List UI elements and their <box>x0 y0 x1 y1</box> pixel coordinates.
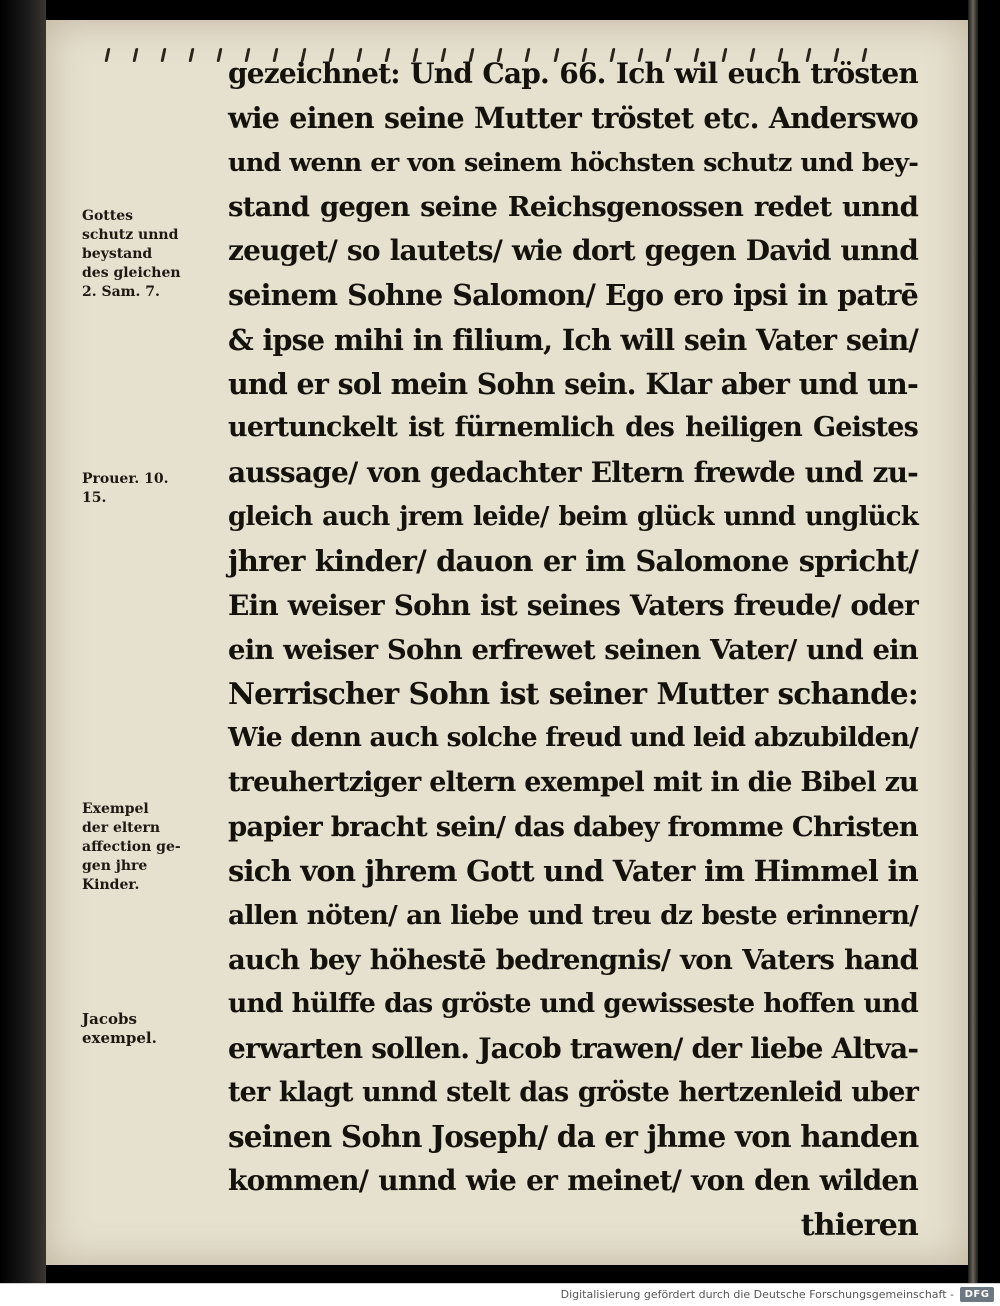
text-line: ter klagt unnd stelt das gröste hertzenleid uber <box>228 1076 918 1108</box>
margin-note-line: Prouer. 10. <box>82 471 169 487</box>
text-line: gezeichnet: Und Cap. 66. Ich wil euch trösten <box>228 57 918 90</box>
margin-note-line: affection ge- <box>82 839 181 855</box>
edge-mark <box>189 48 195 62</box>
edge-mark <box>105 48 111 62</box>
text-line: Ein weiser Sohn ist seines Vaters freude/ oder <box>228 588 918 622</box>
margin-note-line: der eltern <box>82 820 161 836</box>
book-binding-edge <box>0 0 46 1283</box>
dfg-logo: DFG <box>960 1287 994 1302</box>
edge-mark <box>133 48 139 62</box>
text-line: erwarten sollen. Jacob trawen/ der liebe Altva- <box>228 1031 919 1065</box>
margin-note-proverbs <box>82 470 169 508</box>
margin-note-line: Jacobs <box>82 1010 137 1028</box>
edge-mark <box>161 48 167 62</box>
text-line: uertunckelt ist fürnemlich des heiligen Geistes <box>228 412 918 444</box>
text-line: seinen Sohn Joseph/ da er jhme von handen <box>228 1119 919 1155</box>
text-line: ein weiser Sohn erfrewet seinen Vater/ und ein <box>228 633 918 666</box>
margin-note-line: Kinder. <box>82 877 140 893</box>
text-line: sich von jhrem Gott und Vater im Himmel in <box>228 854 918 889</box>
text-line: zeuget/ so lautets/ wie dort gegen David unnd <box>228 234 918 268</box>
text-line: wie einen seine Mutter tröstet etc. Anderswo <box>228 101 918 136</box>
footer-bar <box>0 1283 1000 1306</box>
text-line: und er sol mein Sohn sein. Klar aber und un- <box>228 367 918 402</box>
text-line: jhrer kinder/ dauon er im Salomone spricht/ <box>228 544 918 579</box>
text-line: kommen/ unnd wie er meinet/ von den wilden <box>228 1164 918 1198</box>
margin-note-line: 15. <box>82 490 107 506</box>
margin-note-line: schutz unnd <box>82 227 179 243</box>
page-fore-edge <box>968 0 978 1283</box>
margin-note-line: beystand <box>82 246 153 262</box>
text-line: stand gegen seine Reichsgenossen redet unnd <box>228 190 918 223</box>
text-line: aussage/ von gedachter Eltern frewde und zu- <box>228 455 918 489</box>
margin-note-line: exempel. <box>82 1029 157 1047</box>
text-line: & ipse mihi in filium, Ich will sein Vater sein/ <box>228 322 918 357</box>
text-line: papier bracht sein/ das dabey fromme Christen <box>228 811 918 844</box>
margin-note-line: Gottes <box>82 208 134 224</box>
margin-note-line: 2. Sam. 7. <box>82 284 160 300</box>
text-line: auch bey höhestē bedrengnis/ von Vaters hand <box>228 943 918 976</box>
text-line: gleich auch jrem leide/ beim glück unnd unglück <box>228 501 918 532</box>
text-line: und wenn er von seinem höchsten schutz und bey- <box>228 147 918 178</box>
footer-attribution: Digitalisierung gefördert durch die Deutsche Forschungsgemeinschaft - <box>560 1288 954 1301</box>
margin-note-exempel-eltern <box>82 800 181 895</box>
main-text-block <box>228 52 918 1248</box>
margin-note-line: des gleichen <box>82 265 181 281</box>
catchword: thieren <box>800 1207 918 1243</box>
text-line: allen nöten/ an liebe und treu dz beste erinnern/ <box>228 899 918 931</box>
margin-note-line: gen jhre <box>82 858 148 874</box>
text-line: und hülffe das gröste und gewisseste hoffen und <box>228 988 918 1020</box>
margin-note-jacobs-exempel <box>82 1010 157 1048</box>
text-line: Wie denn auch solche freud und leid abzubilden/ <box>228 722 918 754</box>
edge-mark <box>217 48 223 62</box>
text-line: Nerrischer Sohn ist seiner Mutter schande: <box>228 676 918 712</box>
text-line: seinem Sohne Salomon/ Ego ero ipsi in patrē <box>228 278 918 313</box>
margin-note-line: Exempel <box>82 801 149 817</box>
margin-note-gottes-schutz <box>82 207 181 302</box>
text-line: treuhertziger eltern exempel mit in die Bibel zu <box>228 766 918 798</box>
